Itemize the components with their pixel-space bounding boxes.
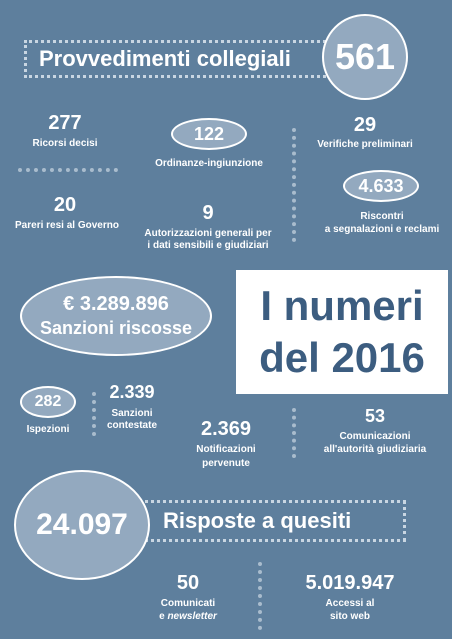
comunicazioni-label-line2: all'autorità giudiziaria bbox=[323, 444, 427, 455]
sanzioni-riscosse-label: Sanzioni riscosse bbox=[39, 318, 193, 338]
comunicati-label-italic: newsletter bbox=[167, 611, 217, 622]
sanzioni-riscosse-value: € 3.289.896 bbox=[63, 293, 169, 315]
quesiti-label: Risposte a quesiti bbox=[163, 508, 352, 533]
autorizzazioni-value: 9 bbox=[202, 202, 214, 224]
separator-right-vertical bbox=[292, 128, 296, 242]
comunicazioni-label-line1: Comunicazioni bbox=[339, 431, 411, 442]
riscontri-value: 4.633 bbox=[358, 175, 404, 196]
comunicazioni-value: 53 bbox=[364, 406, 386, 426]
ispezioni-oval bbox=[20, 386, 76, 418]
header-value-circle bbox=[322, 14, 408, 100]
separator-bottom bbox=[258, 562, 262, 630]
pareri-label: Pareri resi al Governo bbox=[15, 220, 119, 231]
ricorsi-value: 277 bbox=[48, 112, 82, 134]
sanzioni-contestate-label-line2: contestate bbox=[106, 420, 157, 431]
comunicati-label-prefix: e bbox=[159, 611, 168, 622]
notificazioni-label-line2: pervenute bbox=[202, 458, 250, 469]
verifiche-value: 29 bbox=[353, 114, 377, 136]
riscontri-label-line1: Riscontri bbox=[360, 211, 404, 222]
header-label: Provvedimenti collegiali bbox=[39, 46, 291, 71]
accessi-value: 5.019.947 bbox=[305, 572, 395, 594]
comunicati-value: 50 bbox=[176, 572, 200, 594]
main-title-line2: del 2016 bbox=[259, 334, 425, 381]
separator-ispezioni bbox=[92, 392, 96, 436]
quesiti-circle bbox=[14, 470, 150, 580]
ispezioni-label: Ispezioni bbox=[26, 424, 70, 435]
quesiti-value: 24.097 bbox=[36, 508, 128, 541]
comunicati-label-line2 bbox=[148, 611, 228, 623]
notificazioni-label-line1: Notificazioni bbox=[196, 444, 256, 455]
sanzioni-contestate-label-line1: Sanzioni bbox=[111, 408, 153, 419]
header-value: 561 bbox=[334, 36, 396, 77]
sanzioni-riscosse-oval bbox=[20, 276, 212, 356]
ordinanze-value: 122 bbox=[193, 123, 225, 144]
separator-comunicazioni bbox=[292, 408, 296, 458]
ordinanze-oval bbox=[171, 118, 247, 150]
main-title bbox=[236, 270, 448, 394]
header-box bbox=[24, 40, 350, 78]
ricorsi-label: Ricorsi decisi bbox=[32, 138, 98, 149]
separator-left bbox=[18, 168, 118, 172]
verifiche-label: Verifiche preliminari bbox=[317, 139, 413, 150]
accessi-label-line1: Accessi al bbox=[325, 598, 375, 609]
accessi-label-line2: sito web bbox=[329, 611, 370, 622]
riscontri-label-line2: a segnalazioni e reclami bbox=[324, 224, 440, 235]
ordinanze-label: Ordinanze-ingiunzione bbox=[155, 158, 263, 169]
main-title-line1: I numeri bbox=[260, 282, 424, 329]
ispezioni-value: 282 bbox=[34, 393, 62, 410]
comunicati-label-line1: Comunicati bbox=[160, 598, 216, 609]
riscontri-oval bbox=[343, 170, 419, 202]
sanzioni-contestate-value: 2.339 bbox=[109, 382, 155, 402]
autorizzazioni-label-line1: Autorizzazioni generali per bbox=[144, 228, 272, 239]
notificazioni-value: 2.369 bbox=[200, 418, 252, 440]
autorizzazioni-label-line2: i dati sensibili e giudiziari bbox=[147, 240, 269, 251]
pareri-value: 20 bbox=[53, 194, 77, 216]
quesiti-box bbox=[108, 500, 406, 542]
